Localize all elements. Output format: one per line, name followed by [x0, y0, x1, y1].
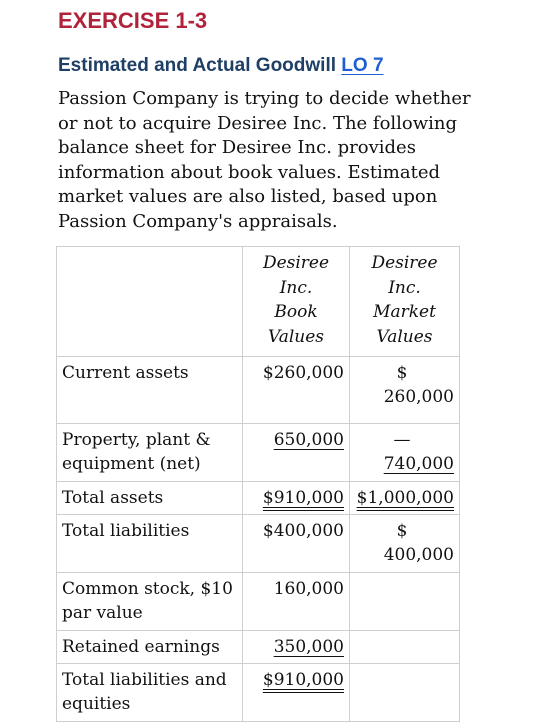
market-value-cell	[350, 482, 460, 515]
row-label: Current assets	[57, 357, 243, 424]
header-line: Book	[274, 302, 318, 323]
header-line: Values	[267, 326, 325, 347]
exercise-title: EXERCISE 1-3	[58, 8, 208, 33]
row-label: Total liabilities and equities	[57, 664, 243, 722]
table-row	[57, 664, 460, 722]
table-row	[57, 424, 460, 482]
row-label: Property, plant & equipment (net)	[57, 424, 243, 482]
table-row	[57, 573, 460, 631]
intro-paragraph: Passion Company is trying to decide whether or not to acquire Desiree Inc. The following balance sheet for Desiree Inc. provides information about book values. Estimated market values are also listed, based upon Passion Company's appraisals.	[58, 88, 471, 232]
table-row	[57, 357, 460, 424]
book-amount: $910,000	[262, 670, 344, 690]
market-amount: 260,000	[383, 387, 454, 407]
book-amount: 350,000	[273, 637, 344, 657]
header-line: Desiree	[371, 253, 438, 273]
header-line: Inc.	[388, 277, 421, 298]
book-value-cell: $260,000	[243, 357, 350, 424]
table-header-row	[57, 247, 460, 357]
market-value-cell	[350, 424, 460, 482]
market-currency: $	[396, 363, 408, 383]
book-value-cell	[243, 664, 350, 722]
header-line: Desiree	[262, 253, 330, 273]
market-amount: 400,000	[383, 545, 454, 565]
book-values-header	[243, 247, 350, 357]
book-value-cell	[243, 631, 350, 664]
header-line: Market	[373, 302, 436, 323]
row-label: Retained earnings	[57, 631, 243, 664]
table-row	[57, 482, 460, 515]
market-value-cell	[350, 664, 460, 722]
book-amount: 650,000	[273, 430, 344, 450]
market-value-cell	[350, 515, 460, 573]
header-line: Values	[376, 326, 433, 347]
market-amount: $1,000,000	[356, 488, 454, 508]
row-label: Common stock, $10 par value	[57, 573, 243, 631]
subtitle-text: Estimated and Actual Goodwill	[58, 55, 336, 76]
table-row	[57, 631, 460, 664]
book-value-cell	[243, 482, 350, 515]
learning-objective-link[interactable]: LO 7	[341, 55, 384, 76]
table-row	[57, 515, 460, 573]
market-value-cell	[350, 357, 460, 424]
book-value-cell	[243, 424, 350, 482]
market-dash: —	[393, 430, 411, 450]
row-label: Total assets	[57, 482, 243, 515]
market-value-cell	[350, 631, 460, 664]
balance-sheet-table	[56, 246, 460, 722]
header-empty-cell	[57, 247, 243, 357]
book-value-cell: $400,000	[243, 515, 350, 573]
market-amount: 740,000	[383, 454, 454, 474]
book-value-cell: 160,000	[243, 573, 350, 631]
exercise-subtitle	[58, 55, 384, 77]
market-values-header	[350, 247, 460, 357]
header-line: Inc.	[279, 277, 313, 298]
market-value-cell	[350, 573, 460, 631]
row-label: Total liabilities	[57, 515, 243, 573]
market-currency: $	[396, 521, 408, 541]
book-amount: $910,000	[262, 488, 344, 508]
